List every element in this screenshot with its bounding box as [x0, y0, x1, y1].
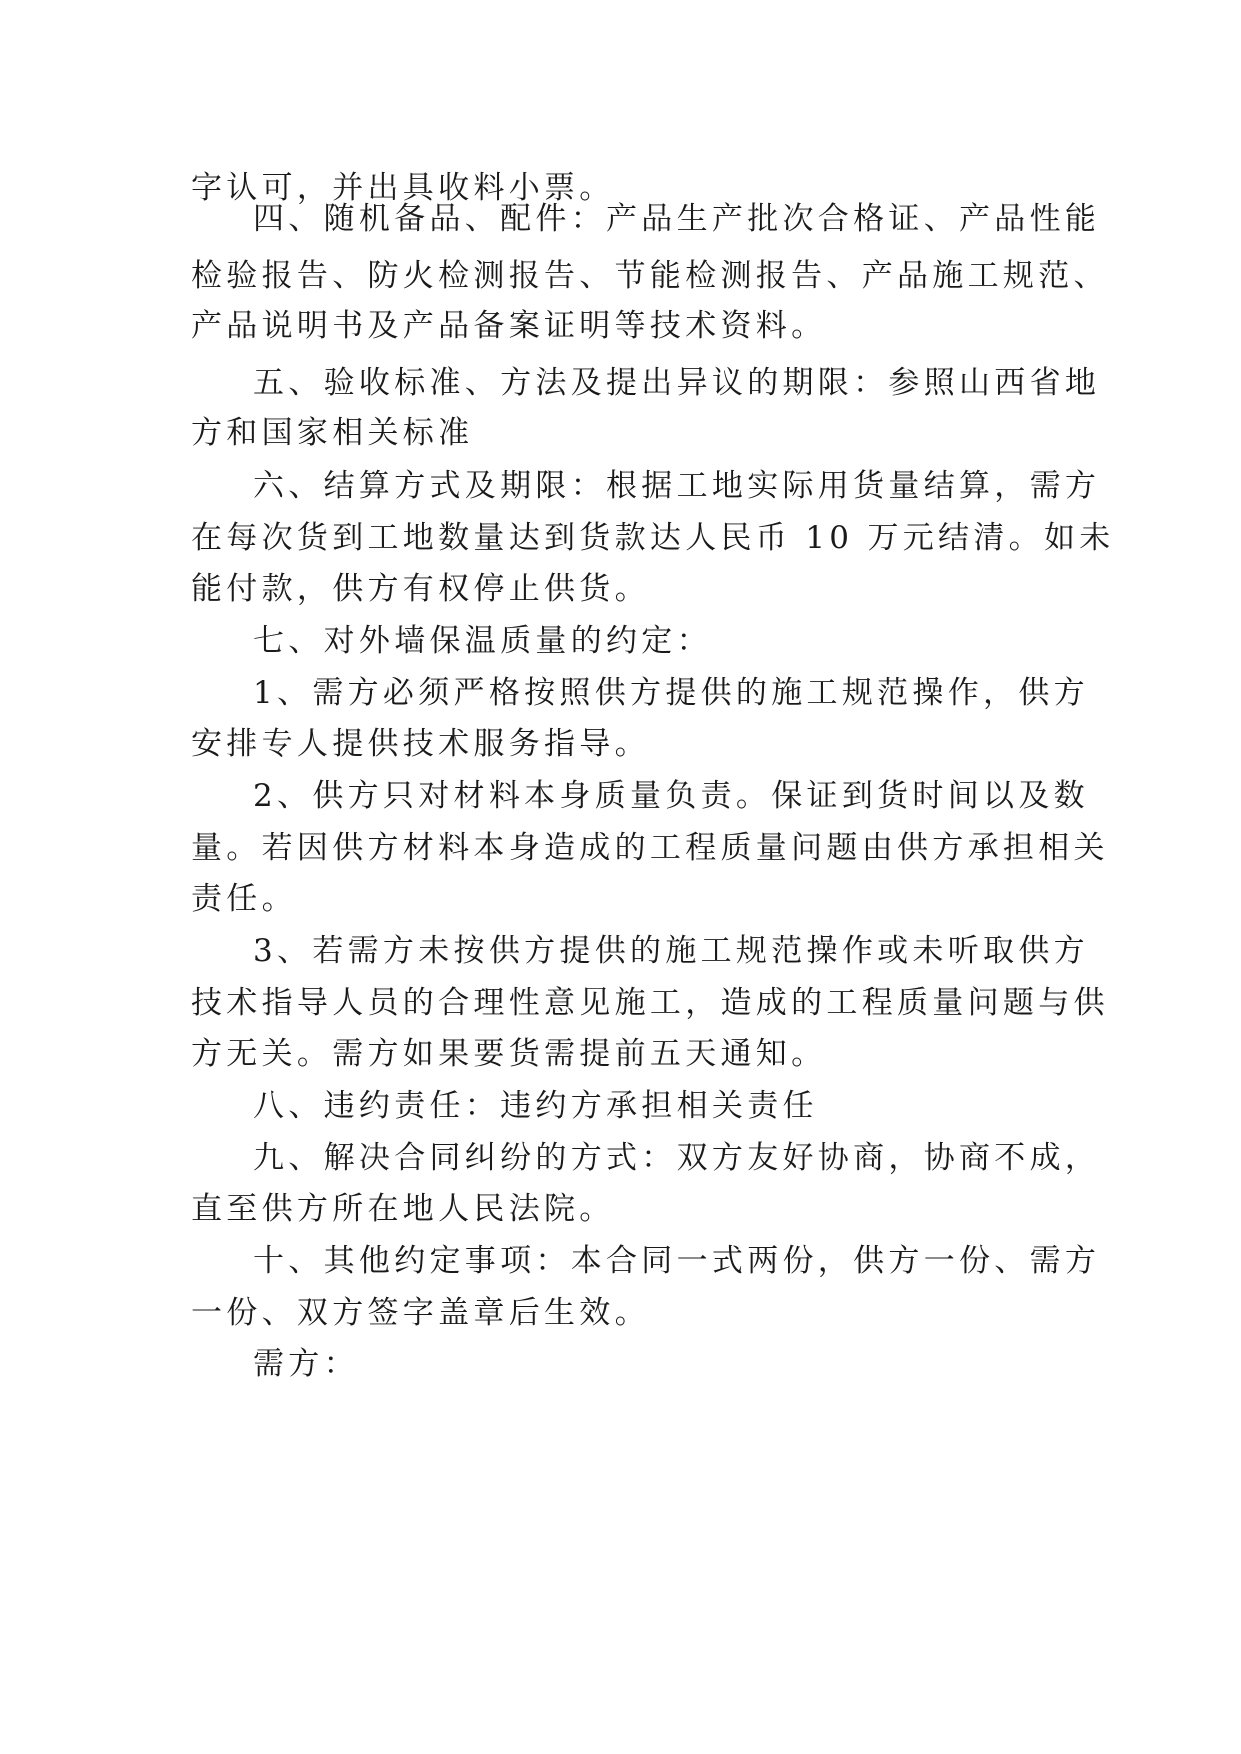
clause-7-item-2-line-2: 量。若因供方材料本身造成的工程质量问题由供方承担相关 — [191, 830, 1109, 866]
buyer-signature-label: 需方： — [253, 1346, 359, 1382]
text-line-1: 字认可，并出具收料小票。 — [191, 170, 615, 206]
clause-5-line-2: 方和国家相关标准 — [191, 415, 474, 451]
clause-4-line-1: 四、随机备品、配件：产品生产批次合格证、产品性能 — [253, 201, 1101, 237]
clause-6-line-3: 能付款，供方有权停止供货。 — [191, 571, 650, 607]
clause-8-line-1: 八、违约责任：违约方承担相关责任 — [253, 1088, 818, 1124]
clause-4-line-3: 产品说明书及产品备案证明等技术资料。 — [191, 308, 827, 344]
clause-6-line-1: 六、结算方式及期限：根据工地实际用货量结算，需方 — [253, 468, 1101, 504]
clause-7-item-3-line-1: 3、若需方未按供方提供的施工规范操作或未听取供方 — [253, 933, 1089, 969]
clause-7-item-2-line-1: 2、供方只对材料本身质量负责。保证到货时间以及数 — [253, 778, 1089, 814]
clause-7-item-3-line-3: 方无关。需方如果要货需提前五天通知。 — [191, 1036, 827, 1072]
clause-7-item-1-line-2: 安排专人提供技术服务指导。 — [191, 726, 650, 762]
clause-7-heading: 七、对外墙保温质量的约定： — [253, 623, 712, 659]
clause-9-line-2: 直至供方所在地人民法院。 — [191, 1191, 615, 1227]
clause-5-line-1: 五、验收标准、方法及提出异议的期限：参照山西省地 — [253, 365, 1101, 401]
clause-10-line-2: 一份、双方签字盖章后生效。 — [191, 1295, 650, 1331]
clause-7-item-2-line-3: 责任。 — [191, 881, 297, 917]
clause-4-line-2: 检验报告、防火检测报告、节能检测报告、产品施工规范、 — [191, 258, 1109, 294]
clause-7-item-3-line-2: 技术指导人员的合理性意见施工，造成的工程质量问题与供 — [191, 985, 1109, 1021]
clause-9-line-1: 九、解决合同纠纷的方式：双方友好协商，协商不成， — [253, 1140, 1101, 1176]
clause-6-line-2: 在每次货到工地数量达到货款达人民币 10 万元结清。如未 — [191, 520, 1115, 556]
clause-7-item-1-line-1: 1、需方必须严格按照供方提供的施工规范操作，供方 — [253, 675, 1089, 711]
clause-10-line-1: 十、其他约定事项：本合同一式两份，供方一份、需方 — [253, 1243, 1101, 1279]
